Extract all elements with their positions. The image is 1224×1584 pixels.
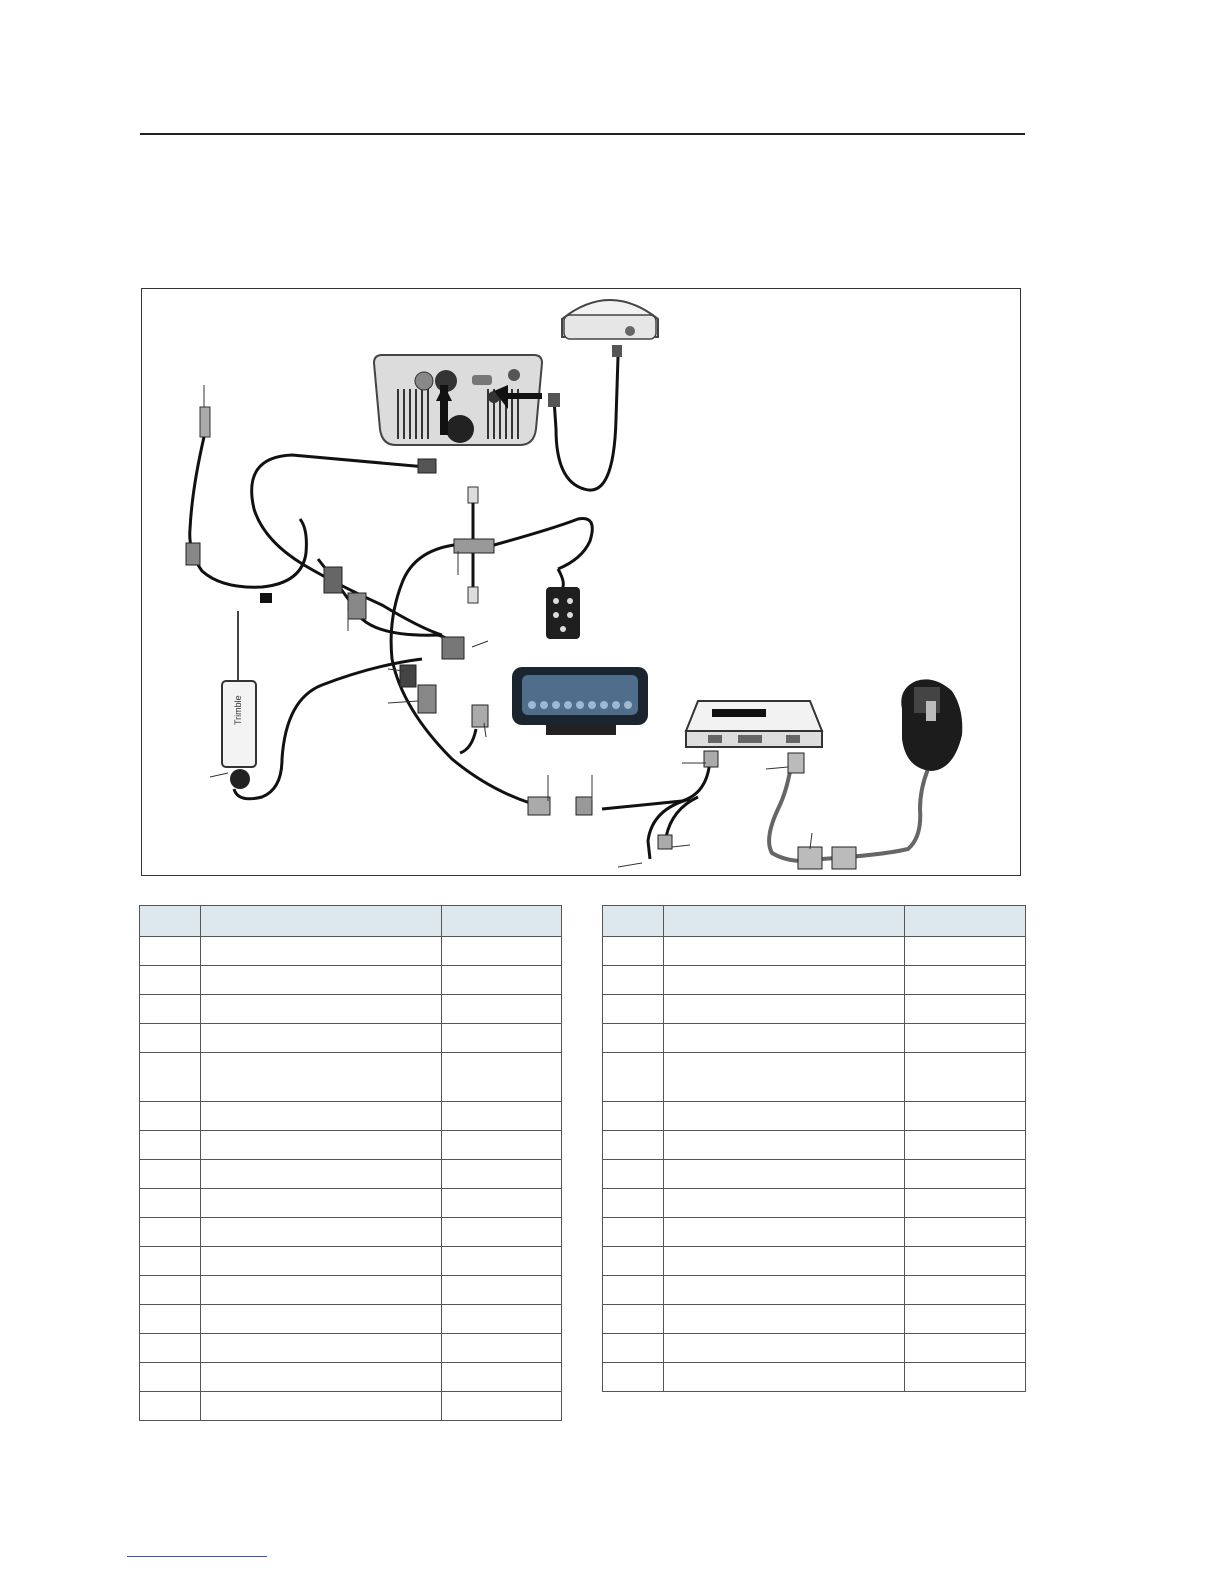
table-header-row <box>603 906 1026 937</box>
table-row <box>140 1160 562 1189</box>
table-row <box>603 1363 1026 1392</box>
table-row <box>603 1276 1026 1305</box>
system-diagram <box>141 288 1021 876</box>
table-row <box>140 1053 562 1102</box>
table-row <box>140 1102 562 1131</box>
table-row <box>140 1189 562 1218</box>
trimble-logo: Trimble <box>233 695 243 725</box>
footer-link-underline[interactable] <box>127 1556 267 1557</box>
table-body <box>140 937 562 1421</box>
header-cell <box>905 906 1026 937</box>
table-row <box>603 1247 1026 1276</box>
header-rule <box>140 133 1025 135</box>
header-cell <box>664 906 905 937</box>
power-plug <box>186 385 306 603</box>
table-row <box>603 1053 1026 1102</box>
gps-antenna <box>548 300 658 490</box>
table-row <box>603 966 1026 995</box>
table-row <box>140 1363 562 1392</box>
table-row <box>140 1247 562 1276</box>
table-row <box>140 1218 562 1247</box>
parts-table-left <box>139 905 562 1421</box>
table-row <box>603 937 1026 966</box>
table-row <box>140 937 562 966</box>
system-diagram-art <box>142 289 1022 877</box>
table-row <box>603 1334 1026 1363</box>
header-cell <box>442 906 562 937</box>
y-adapter <box>318 487 592 803</box>
table-row <box>140 1305 562 1334</box>
header-cell <box>140 906 201 937</box>
table-row <box>140 966 562 995</box>
table-row <box>140 1131 562 1160</box>
remote-keypad <box>546 569 580 639</box>
table-row <box>603 1131 1026 1160</box>
parts-table-right <box>602 905 1026 1392</box>
display-unit <box>374 355 542 445</box>
table-row <box>603 1102 1026 1131</box>
light-bar <box>512 667 648 735</box>
table-row <box>140 1024 562 1053</box>
header-cell <box>201 906 442 937</box>
table-row <box>603 1024 1026 1053</box>
table-header-row <box>140 906 562 937</box>
table-row <box>140 1334 562 1363</box>
table-row <box>603 995 1026 1024</box>
table-row <box>140 1276 562 1305</box>
table-row <box>603 1189 1026 1218</box>
header-cell <box>603 906 664 937</box>
table-row <box>603 1305 1026 1334</box>
table-row <box>140 995 562 1024</box>
table-row <box>140 1392 562 1421</box>
table-body <box>603 937 1026 1392</box>
table-row <box>603 1218 1026 1247</box>
table-row <box>603 1160 1026 1189</box>
